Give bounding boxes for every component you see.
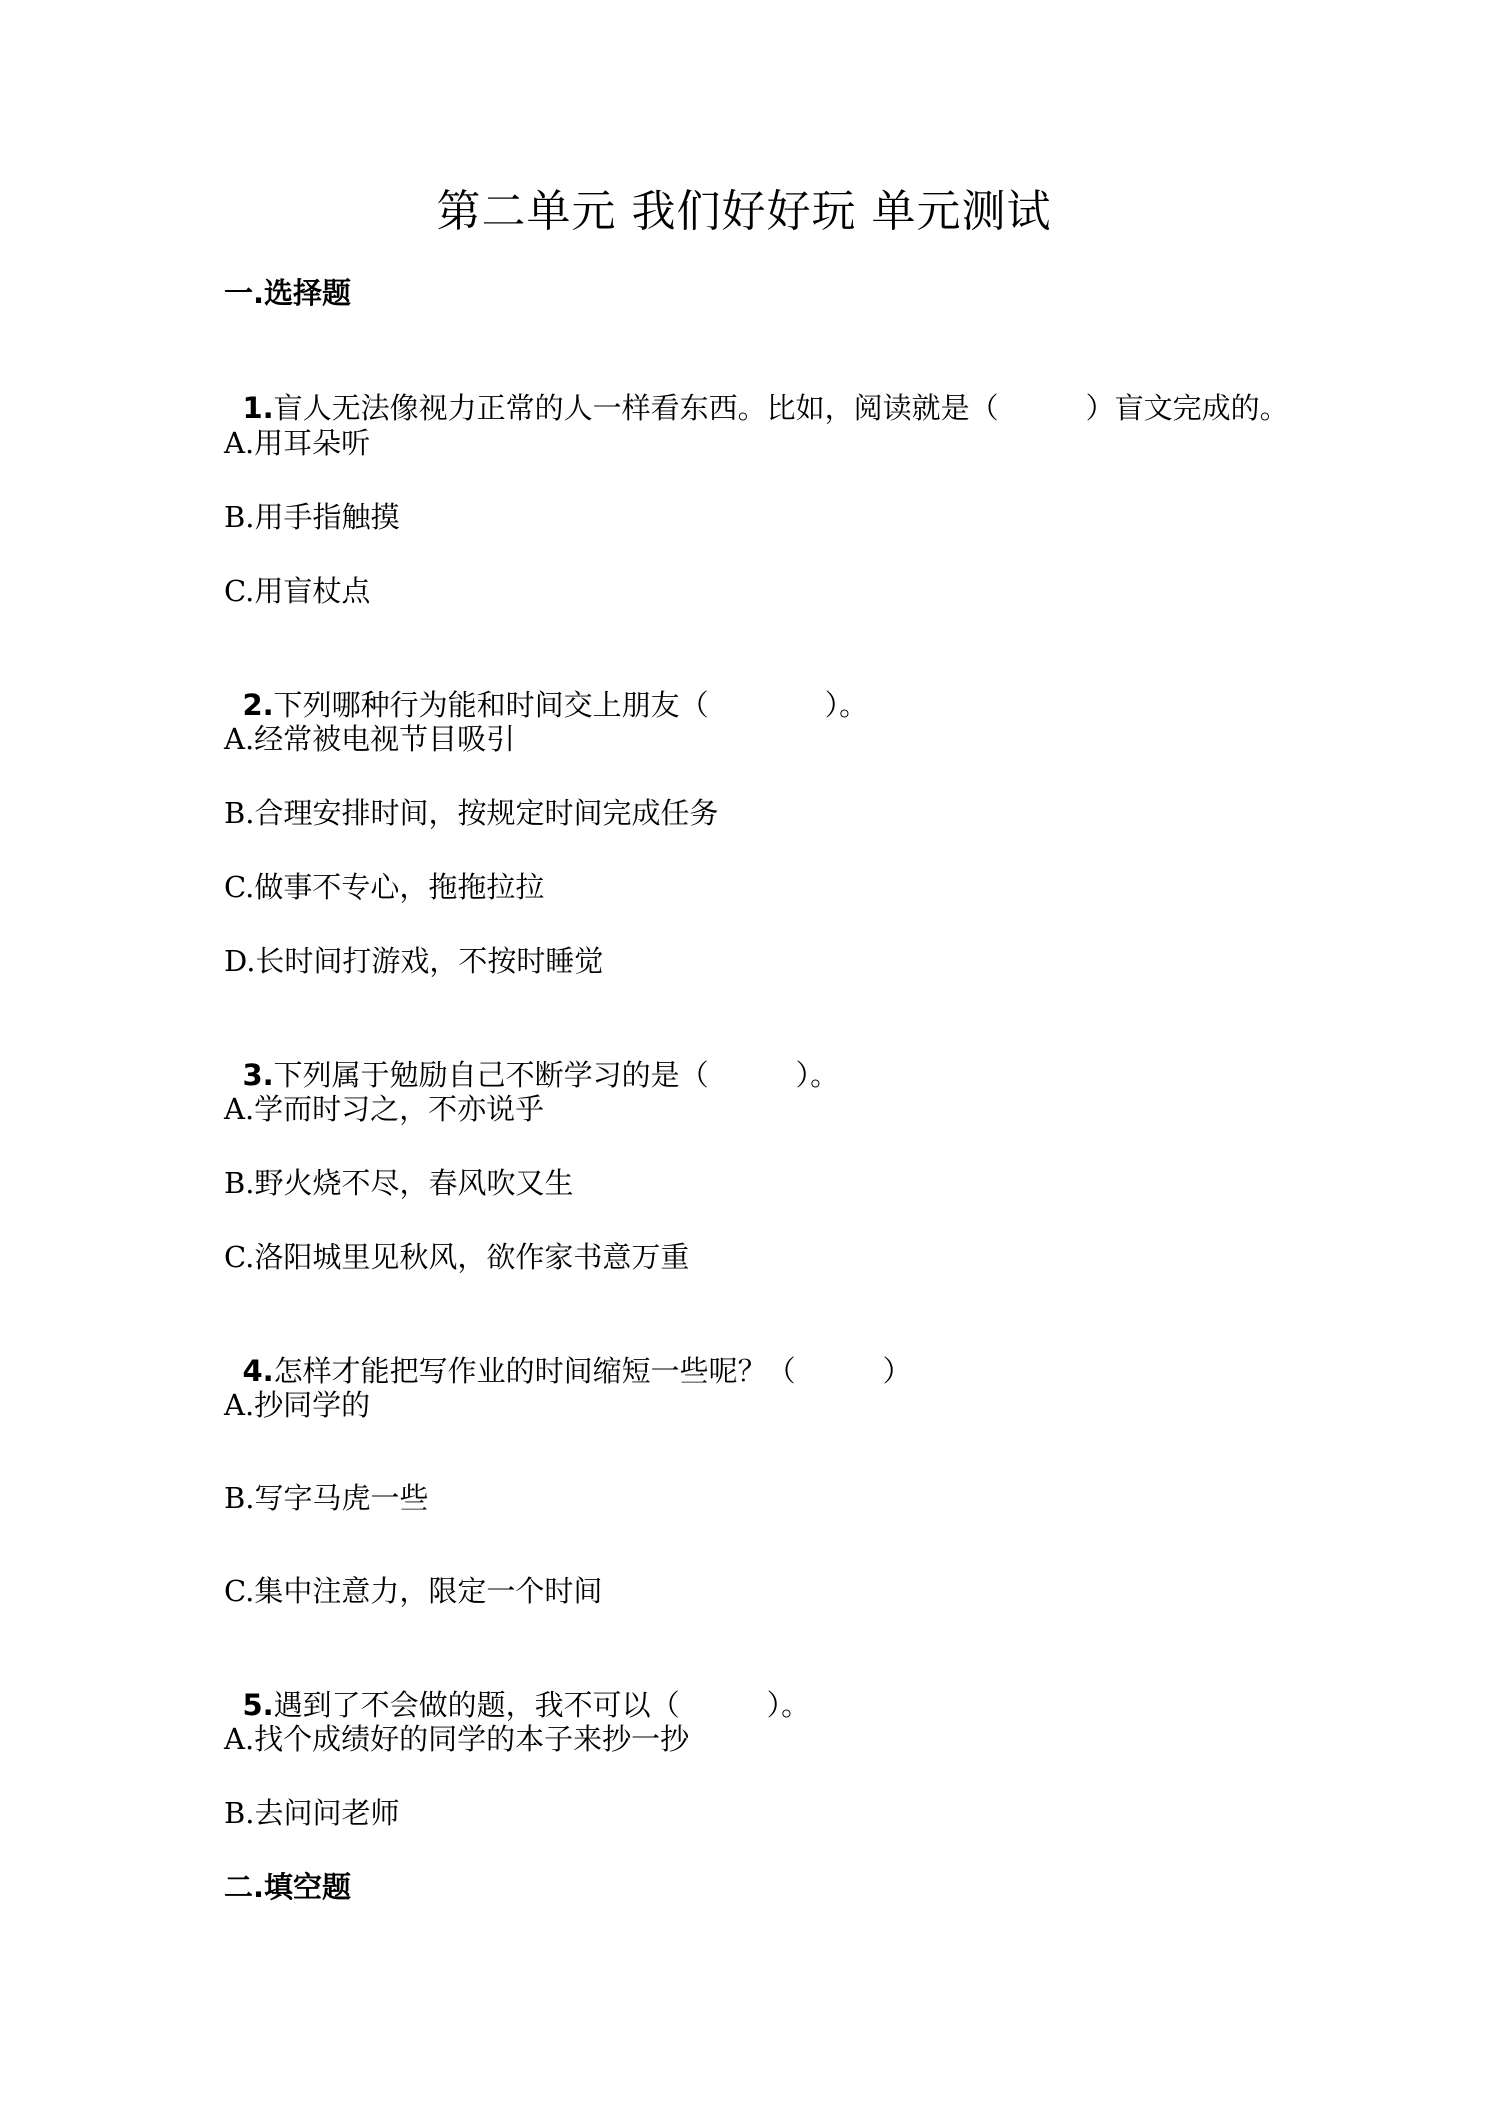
section-heading-fill-blank: 二.填空题 <box>224 1870 352 1904</box>
option-3b: B.野火烧不尽，春风吹又生 <box>224 1166 574 1200</box>
question-4 <box>224 1311 912 1391</box>
option-3a: A.学而时习之，不亦说乎 <box>224 1092 545 1126</box>
option-3c: C.洛阳城里见秋风，欲作家书意万重 <box>224 1240 690 1274</box>
question-number: 4. <box>242 1354 274 1388</box>
question-number: 2. <box>242 688 274 722</box>
question-text: 下列哪种行为能和时间交上朋友（ ）。 <box>273 688 869 722</box>
option-4a: A.抄同学的 <box>224 1388 371 1422</box>
option-1c: C.用盲杖点 <box>224 574 371 608</box>
option-1b: B.用手指触摸 <box>224 500 400 534</box>
section-heading-choice: 一.选择题 <box>224 276 352 310</box>
option-2a: A.经常被电视节目吸引 <box>224 722 516 756</box>
option-2d: D.长时间打游戏，不按时睡觉 <box>224 944 604 978</box>
question-2 <box>224 645 868 725</box>
option-2c: C.做事不专心，拖拖拉拉 <box>224 870 545 904</box>
question-number: 5. <box>242 1688 274 1722</box>
option-5a: A.找个成绩好的同学的本子来抄一抄 <box>224 1722 690 1756</box>
question-text: 遇到了不会做的题，我不可以（ ）。 <box>273 1688 811 1722</box>
question-number: 1. <box>242 391 274 425</box>
question-text: 下列属于勉励自己不断学习的是（ ）。 <box>273 1058 840 1092</box>
question-text: 怎样才能把写作业的时间缩短一些呢？（ ） <box>273 1354 912 1388</box>
option-1a: A.用耳朵听 <box>224 426 371 460</box>
page-title: 第二单元 我们好好玩 单元测试 <box>436 186 1052 237</box>
option-2b: B.合理安排时间，按规定时间完成任务 <box>224 796 719 830</box>
question-1 <box>224 348 1289 428</box>
question-text: 盲人无法像视力正常的人一样看东西。比如，阅读就是（ ）盲文完成的。 <box>273 391 1289 425</box>
option-5b: B.去问问老师 <box>224 1796 400 1830</box>
question-3 <box>224 1015 839 1095</box>
question-5 <box>224 1645 810 1725</box>
option-4c: C.集中注意力，限定一个时间 <box>224 1574 603 1608</box>
option-4b: B.写字马虎一些 <box>224 1481 429 1515</box>
question-number: 3. <box>242 1058 274 1092</box>
